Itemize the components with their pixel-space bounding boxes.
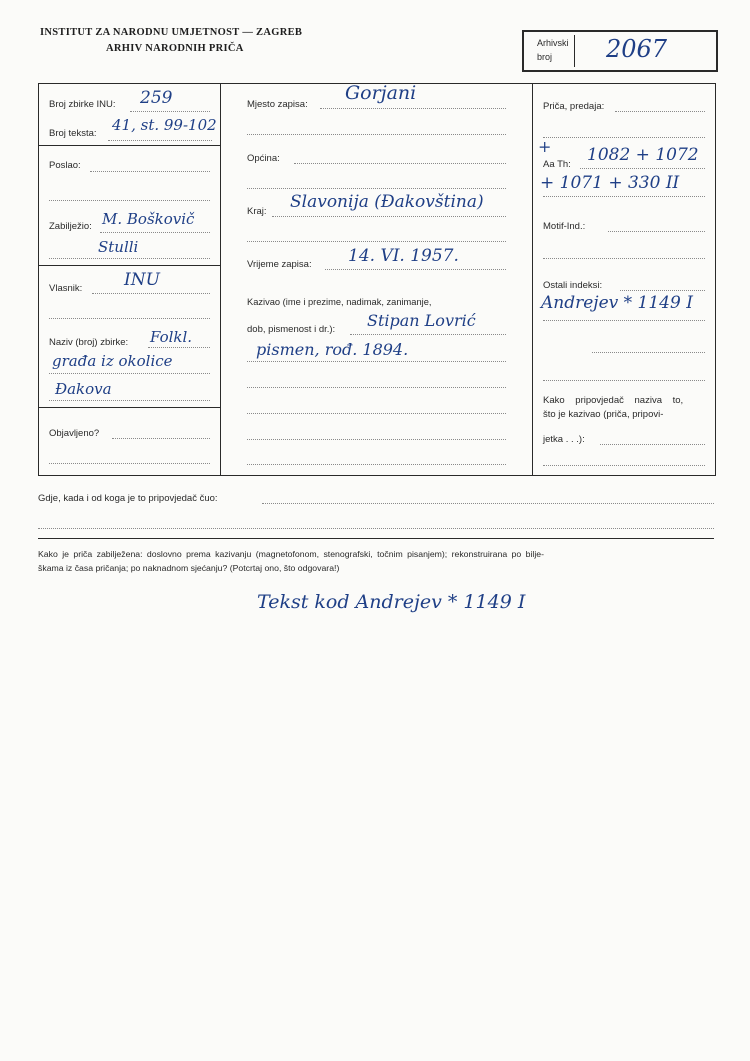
narrator-term-label-3: jetka . . .): — [543, 434, 585, 445]
archive-number-value: 2067 — [606, 35, 668, 63]
collection-number-value: 259 — [140, 88, 173, 108]
other-indexes-value: Andrejev * 1149 I — [541, 293, 693, 313]
text-number-value: 41, st. 99-102 — [112, 116, 217, 134]
motif-index-label: Motif-Ind.: — [543, 221, 586, 232]
recorded-by-value-2: Stulli — [98, 238, 139, 256]
region-value: Slavonija (Đakovština) — [290, 192, 484, 212]
sent-by-label: Poslao: — [49, 160, 81, 171]
narrator-label-2: dob, pismenost i dr.): — [247, 324, 336, 335]
collection-name-value-3: Đakova — [55, 380, 112, 398]
recording-method-text-1: Kako je priča zabilježena: doslovno prema kazivanju (magnetofonom, stenografski, točnim pisanjem); rekonstruirana po bilje- — [38, 549, 544, 559]
recorded-by-value-1: M. Boškovič — [102, 210, 195, 228]
plus-mark: + — [538, 137, 552, 156]
source-question-label: Gdje, kada i od koga je to pripovjedač čuo: — [38, 493, 218, 504]
owner-value: INU — [124, 270, 160, 290]
recording-date-value: 14. VI. 1957. — [348, 246, 459, 266]
place-value: Gorjani — [345, 82, 417, 104]
place-label: Mjesto zapisa: — [247, 99, 308, 110]
collection-name-value-2: građa iz okolice — [52, 352, 173, 370]
collection-name-value-1: Folkl. — [150, 328, 193, 346]
recorded-by-label: Zabilježio: — [49, 221, 92, 232]
municipality-label: Općina: — [247, 153, 280, 164]
archive-number-label-2: broj — [537, 52, 553, 62]
collection-number-label: Broj zbirke INU: — [49, 99, 116, 110]
aath-value-2: + 1071 + 330 II — [540, 173, 680, 193]
published-label: Objavljeno? — [49, 428, 100, 439]
archive-number-label-1: Arhivski — [537, 38, 569, 48]
narrator-term-label-2: što je kazivao (priča, pripovi- — [543, 409, 664, 420]
narrator-value-1: Stipan Lovrić — [367, 311, 476, 330]
narrator-label-1: Kazivao (ime i prezime, nadimak, zanimanje, — [247, 297, 432, 307]
archive-number-box — [522, 30, 718, 72]
other-indexes-label: Ostali indeksi: — [543, 280, 603, 291]
narrator-term-label-1: Kako pripovjedač naziva to, — [543, 395, 684, 406]
region-label: Kraj: — [247, 206, 267, 217]
aath-label: Aa Th: — [543, 159, 571, 170]
collection-name-label: Naziv (broj) zbirke: — [49, 337, 129, 348]
owner-label: Vlasnik: — [49, 283, 83, 294]
institute-title: INSTITUT ZA NARODNU UMJETNOST — ZAGREB — [40, 27, 303, 38]
recording-date-label: Vrijeme zapisa: — [247, 259, 312, 270]
handwritten-note: Tekst kod Andrejev * 1149 I — [257, 591, 526, 613]
text-number-label: Broj teksta: — [49, 128, 97, 139]
aath-value-1: 1082 + 1072 — [587, 145, 699, 165]
story-label: Priča, predaja: — [543, 101, 605, 112]
recording-method-text-2: škama iz časa pričanja; po naknadnom sjećanju? (Potcrtaj ono, što odgovara!) — [38, 563, 340, 573]
narrator-value-2: pismen, rođ. 1894. — [256, 340, 409, 359]
archive-title: ARHIV NARODNIH PRIČA — [106, 43, 244, 54]
